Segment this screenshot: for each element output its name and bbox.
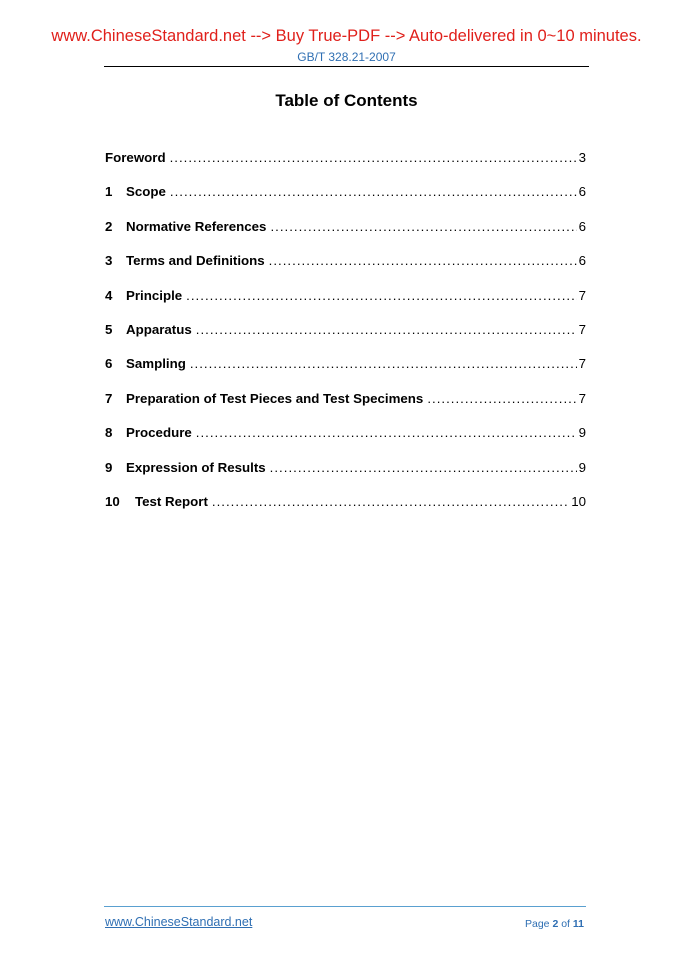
toc-dot-leader — [270, 460, 577, 475]
toc-entry-apparatus[interactable] — [105, 322, 586, 356]
toc-entry-number: 3 — [105, 253, 113, 269]
toc-entry-page: 9 — [578, 425, 586, 441]
toc-entry-label: Scope — [126, 184, 166, 200]
toc-entry-label: Procedure — [126, 425, 192, 441]
toc-dot-leader — [269, 253, 577, 268]
top-banner[interactable]: www.ChineseStandard.net --> Buy True-PDF --> Auto-delivered in 0~10 minutes. — [51, 27, 642, 45]
toc-entry-number: 5 — [105, 321, 113, 337]
toc-dot-leader — [170, 150, 577, 165]
toc-entry-page: 7 — [578, 321, 586, 337]
footer-divider — [104, 906, 586, 907]
page-total: 11 — [572, 918, 584, 930]
toc-entry-label: Foreword — [105, 150, 166, 165]
page-number — [525, 918, 584, 930]
toc-entry-label: Expression of Results — [126, 459, 266, 475]
toc-entry-test-report[interactable] — [105, 494, 586, 528]
toc-dot-leader — [186, 288, 576, 303]
toc-entry-page: 10 — [571, 493, 586, 509]
toc-entry-label: Sampling — [126, 356, 186, 372]
toc-entry-label: Test Report — [135, 493, 208, 509]
toc-entry-label: Normative References — [126, 218, 267, 234]
toc-entry-page: 6 — [578, 184, 586, 200]
footer-website-link[interactable]: www.ChineseStandard.net — [105, 915, 253, 929]
toc-entry-number: 10 — [105, 493, 120, 509]
page-of: of — [561, 918, 570, 930]
toc-title: Table of Contents — [275, 91, 418, 110]
toc-entry-page: 6 — [578, 253, 586, 269]
toc-entry-number: 4 — [105, 287, 113, 303]
toc-entry-number: 7 — [105, 390, 113, 406]
toc-entry-foreword[interactable] — [105, 150, 586, 184]
toc-entry-scope[interactable] — [105, 184, 586, 218]
toc-entry-number: 1 — [105, 184, 113, 200]
toc-entry-label: Apparatus — [126, 321, 192, 337]
toc-entry-number: 2 — [105, 218, 113, 234]
toc-entry-page: 7 — [578, 390, 586, 406]
toc-dot-leader — [196, 322, 577, 337]
toc-entry-terms-and-definitions[interactable] — [105, 253, 586, 287]
header-divider — [104, 66, 589, 67]
toc-dot-leader — [427, 391, 576, 406]
toc-entry-page: 3 — [578, 150, 586, 165]
toc-entry-page: 6 — [578, 218, 586, 234]
toc-entry-number: 9 — [105, 459, 113, 475]
toc-dot-leader — [170, 184, 577, 199]
toc-entry-page: 9 — [578, 459, 586, 475]
toc-entry-procedure[interactable] — [105, 425, 586, 459]
table-of-contents — [105, 150, 586, 528]
page-current: 2 — [552, 918, 559, 930]
page-prefix: Page — [524, 918, 550, 930]
toc-entry-preparation[interactable] — [105, 391, 586, 425]
toc-dot-leader — [270, 219, 576, 234]
document-code: GB/T 328.21-2007 — [297, 50, 396, 64]
toc-entry-sampling[interactable] — [105, 356, 586, 390]
toc-entry-principle[interactable] — [105, 288, 586, 322]
toc-dot-leader — [196, 425, 577, 440]
toc-entry-number: 6 — [105, 356, 113, 372]
toc-entry-number: 8 — [105, 425, 113, 441]
toc-entry-label: Preparation of Test Pieces and Test Specimens — [126, 390, 424, 406]
toc-entry-expression-of-results[interactable] — [105, 460, 586, 494]
toc-entry-label: Terms and Definitions — [126, 253, 265, 269]
toc-dot-leader — [190, 356, 577, 371]
toc-dot-leader — [212, 494, 569, 509]
toc-entry-label: Principle — [126, 287, 183, 303]
toc-entry-page: 7 — [578, 287, 586, 303]
toc-entry-normative-references[interactable] — [105, 219, 586, 253]
toc-entry-page: 7 — [578, 356, 586, 372]
